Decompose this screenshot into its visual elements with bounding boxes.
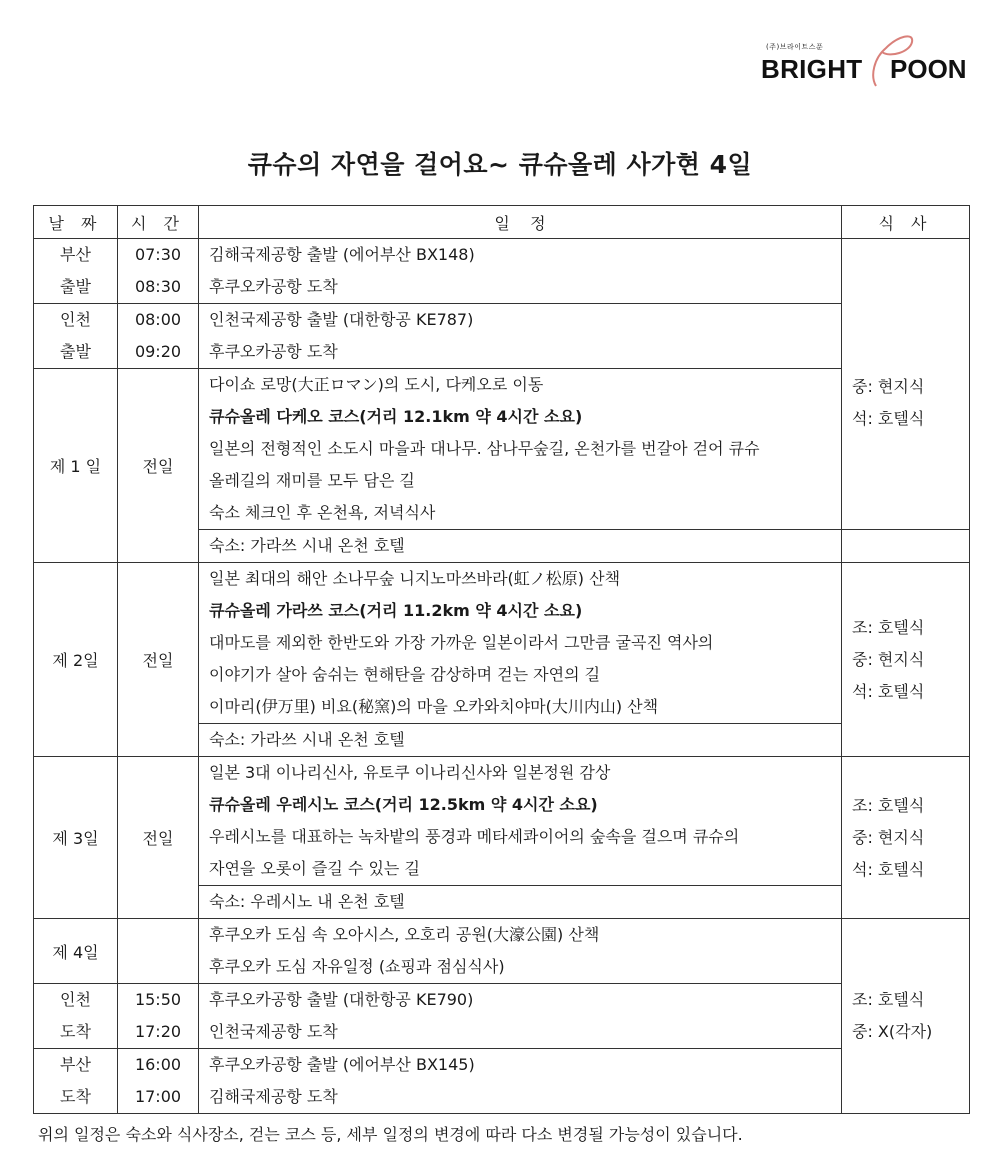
schedule-cell [199, 304, 842, 369]
status-label: 도착 [60, 1087, 91, 1106]
day-label: 제 4일 [34, 919, 118, 984]
day-time: 전일 [118, 757, 199, 919]
time-value: 15:50 [134, 990, 182, 1009]
date-cell [34, 1049, 118, 1114]
time-value: 17:20 [134, 1022, 182, 1041]
day-time: 전일 [118, 563, 199, 757]
time-value: 09:20 [134, 342, 182, 361]
time-cell [118, 304, 199, 369]
schedule-line: 대마도를 제외한 한반도와 가장 가까운 일본이라서 그만큼 굴곡진 역사의 [209, 633, 714, 652]
logo-company-name: (주)브라이트스푼 [766, 43, 824, 51]
schedule-cell [199, 757, 842, 886]
footer-note: 위의 일정은 숙소와 식사장소, 걷는 코스 등, 세부 일정의 변경에 따라 다소 변경될 가능성이 있습니다. [38, 1125, 743, 1144]
schedule-line: 후쿠오카 도심 속 오아시스, 오호리 공원(大濠公園) 산책 [209, 925, 600, 944]
schedule-cell [199, 563, 842, 724]
date-cell [34, 239, 118, 304]
itinerary-table [33, 205, 970, 1114]
header-meal: 식 사 [842, 206, 970, 239]
schedule-line: 이야기가 살아 숨쉬는 현해탄을 감상하며 걷는 자연의 길 [209, 665, 601, 684]
meal-dinner: 석: 호텔식 [852, 409, 925, 428]
schedule-line: 인천국제공항 출발 (대한항공 KE787) [209, 310, 474, 329]
meal-lunch: 중: 현지식 [852, 649, 925, 669]
meal-cell [842, 919, 970, 1114]
meal-lunch: 중: 현지식 [852, 377, 925, 396]
time-cell [118, 984, 199, 1049]
meal-breakfast: 조: 호텔식 [852, 990, 925, 1009]
schedule-line: 일본 3대 이나리신사, 유토쿠 이나리신사와 일본정원 감상 [209, 763, 611, 782]
day-time: 전일 [118, 369, 199, 563]
schedule-line: 후쿠오카 도심 자유일정 (쇼핑과 점심식사) [209, 957, 505, 976]
header-schedule: 일 정 [199, 206, 842, 239]
schedule-cell [199, 984, 842, 1049]
schedule-line: 후쿠오카공항 출발 (에어부산 BX145) [209, 1055, 475, 1074]
course-title: 큐슈올레 다케오 코스(거리 12.1km 약 4시간 소요) [209, 407, 583, 426]
course-title: 큐슈올레 우레시노 코스(거리 12.5km 약 4시간 소요) [209, 795, 598, 814]
schedule-line: 후쿠오카공항 출발 (대한항공 KE790) [209, 990, 474, 1009]
day-time-empty [118, 919, 199, 984]
schedule-line: 후쿠오카공항 도착 [209, 342, 338, 361]
schedule-line: 자연을 오롯이 즐길 수 있는 길 [209, 859, 420, 878]
day-label: 제 3일 [34, 757, 118, 919]
header-date: 날 짜 [34, 206, 118, 239]
page-title: 큐슈의 자연을 걸어요~ 큐슈올레 사가현 4일 [247, 150, 753, 179]
status-label: 출발 [60, 342, 91, 361]
schedule-cell [199, 369, 842, 530]
meal-lunch: 중: X(각자) [852, 1022, 933, 1041]
place-label: 인천 [60, 990, 91, 1009]
table-row [34, 1049, 970, 1114]
meal-cell-spacer [842, 530, 970, 563]
schedule-cell [199, 919, 842, 984]
status-label: 도착 [60, 1022, 91, 1041]
table-row [34, 984, 970, 1049]
hotel-line: 숙소: 우레시노 내 온천 호텔 [209, 892, 405, 911]
schedule-cell [199, 239, 842, 304]
time-value: 08:00 [134, 310, 182, 329]
meal-cell [842, 239, 970, 530]
date-cell [34, 304, 118, 369]
schedule-line: 우레시노를 대표하는 녹차밭의 풍경과 메타세콰이어의 숲속을 걸으며 큐슈의 [209, 827, 740, 846]
schedule-line: 이마리(伊万里) 비요(秘窯)의 마을 오카와치야마(大川内山) 산책 [209, 697, 659, 716]
time-cell [118, 1049, 199, 1114]
schedule-line: 인천국제공항 도착 [209, 1022, 338, 1041]
time-value: 07:30 [134, 245, 182, 264]
place-label: 부산 [60, 245, 91, 264]
meal-cell [842, 757, 970, 919]
hotel-cell [199, 724, 842, 757]
meal-breakfast: 조: 호텔식 [852, 795, 925, 815]
hotel-line: 숙소: 가라쓰 시내 온천 호텔 [209, 536, 405, 555]
table-row [34, 919, 970, 984]
place-label: 인천 [60, 310, 91, 329]
table-row [34, 304, 970, 369]
place-label: 부산 [60, 1055, 91, 1074]
header-time: 시 간 [118, 206, 199, 239]
brand-logo [758, 28, 980, 88]
day-label: 제 2일 [34, 563, 118, 757]
schedule-line: 김해국제공항 출발 (에어부산 BX148) [209, 245, 475, 264]
day-label: 제 1 일 [34, 369, 118, 563]
table-row [34, 563, 970, 724]
logo-brand-left: BRIGHT [761, 54, 863, 84]
schedule-line: 일본의 전형적인 소도시 마을과 대나무. 삼나무숲길, 온천가를 번갈아 걷어 큐슈 [209, 439, 760, 458]
time-value: 16:00 [134, 1055, 182, 1074]
status-label: 출발 [60, 277, 91, 296]
schedule-line: 후쿠오카공항 도착 [209, 277, 338, 296]
course-title: 큐슈올레 가라쓰 코스(거리 11.2km 약 4시간 소요) [209, 601, 583, 620]
time-value: 17:00 [134, 1087, 182, 1106]
meal-dinner: 석: 호텔식 [852, 859, 925, 879]
schedule-line: 일본 최대의 해안 소나무숲 니지노마쓰바라(虹ノ松原) 산책 [209, 569, 621, 588]
logo-brand-right: POON [890, 54, 967, 84]
schedule-line: 올레길의 재미를 모두 담은 길 [209, 471, 415, 490]
hotel-line: 숙소: 가라쓰 시내 온천 호텔 [209, 730, 405, 749]
header-row [34, 206, 970, 239]
schedule-cell [199, 1049, 842, 1114]
meal-cell [842, 563, 970, 757]
schedule-line: 숙소 체크인 후 온천욕, 저녁식사 [209, 503, 436, 522]
time-value: 08:30 [134, 277, 182, 296]
time-cell [118, 239, 199, 304]
table-row [34, 757, 970, 886]
meal-dinner: 석: 호텔식 [852, 681, 925, 701]
table-row [34, 239, 970, 304]
schedule-line: 다이쇼 로망(大正ロマン)의 도시, 다케오로 이동 [209, 375, 544, 394]
date-cell [34, 984, 118, 1049]
meal-breakfast: 조: 호텔식 [852, 617, 925, 637]
hotel-cell [199, 530, 842, 563]
table-row [34, 369, 970, 530]
hotel-cell [199, 886, 842, 919]
schedule-line: 김해국제공항 도착 [209, 1087, 338, 1106]
meal-lunch: 중: 현지식 [852, 827, 925, 847]
